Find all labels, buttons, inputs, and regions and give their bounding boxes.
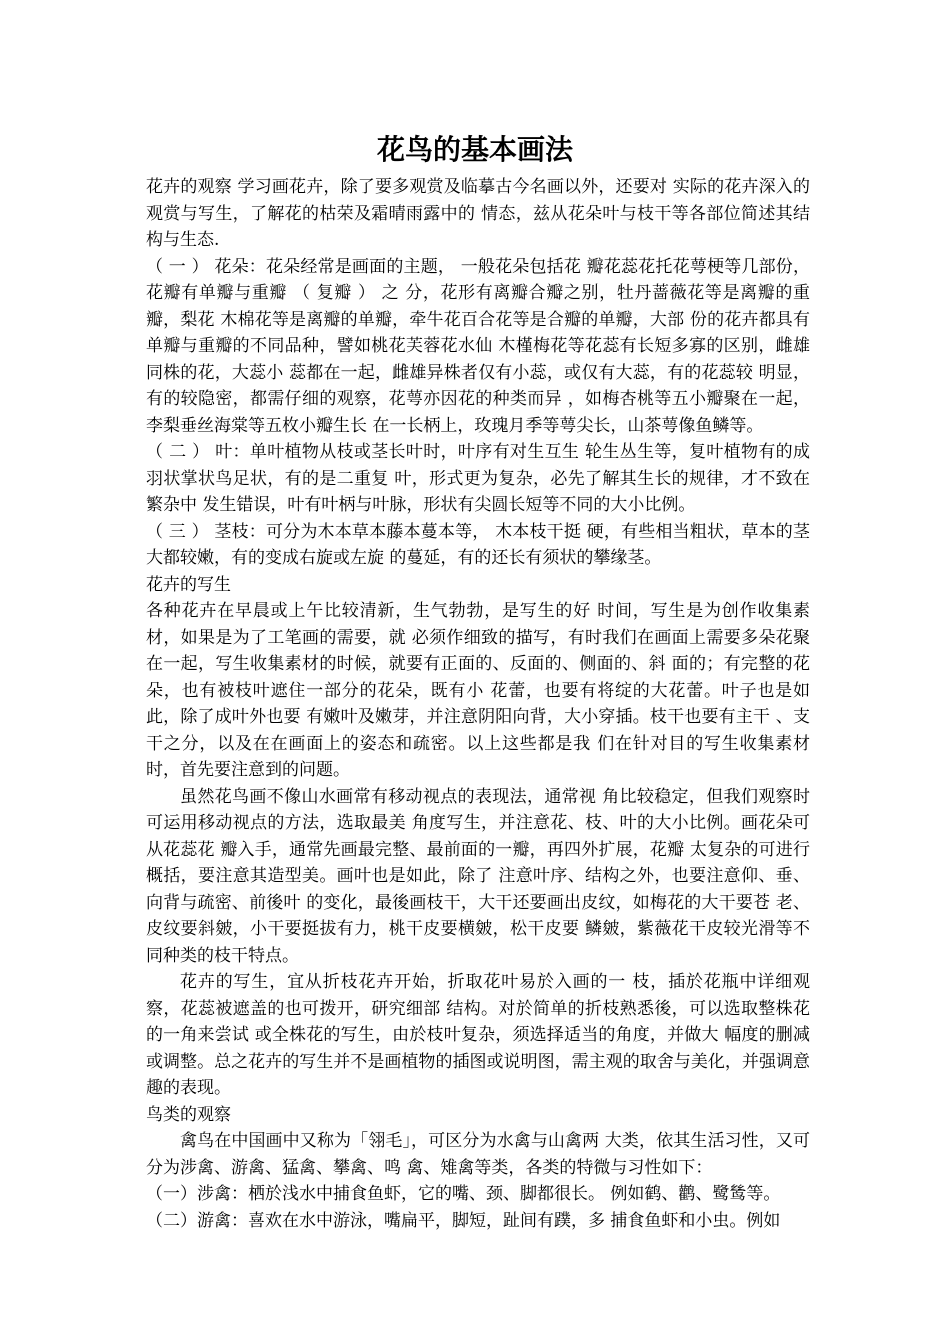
paragraph-cut-branch: 花卉的写生，宜从折枝花卉开始，折取花叶易於入画的一 枝，插於花瓶中详细观察，花蕊被遮盖的也可拨开，研究细部 结构。对於简单的折枝熟悉後，可以选取整株花的一角来尝试 或全株花的写生，由於枝叶复杂，须选择适当的角度，并做大 幅度的删减或调整。总之花卉的写生并不是画植物的插图或说明图，需主观的取舍与美化，并强调意趣的表现。 [146, 972, 810, 1098]
paragraph-sketching-time: 各种花卉在早晨或上午比较清新，生气勃勃，是写生的好 时间，写生是为创作收集素材，如果是为了工笔画的需要，就 必须作细致的描写，有时我们在画面上需要多朵花聚在一起，写生收集素材的时候，就要有正面的、反面的、侧面的、斜 面的；有完整的花朵，也有被枝叶遮住一部分的花朵，既有小 花蕾，也要有将绽的大花蕾。叶子也是如此，除了成叶外也要 有嫩叶及嫩芽，并注意阴阳向背，大小穿插。枝干也要有主干 、支干之分，以及在在画面上的姿态和疏密。以上这些都是我 们在针对目的写生收集素材时，首先要注意到的问题。 [146, 601, 810, 780]
paragraph-bird-categories: 禽鸟在中国画中又称为「翎毛」，可区分为水禽与山禽两 大类，依其生活习性，又可分为涉禽、游禽、猛禽、攀禽、鸣 禽、雉禽等类，各类的特微与习性如下： [146, 1131, 810, 1178]
paragraph-viewpoint: 虽然花鸟画不像山水画常有移动视点的表现法，通常视 角比较稳定，但我们观察时可运用移动视点的方法，选取最美 角度写生，并注意花、枝、叶的大小比例。画花朵可从花蕊花 瓣入手，通常先画最完整、最前面的一瓣，再四外扩展，花瓣 太复杂的可进行概括，要注意其造型美。画叶也是如此，除了 注意叶序、结构之外，也要注意仰、垂、向背与疏密、前後叶 的变化，最後画枝干，大干还要画出皮纹，如梅花的大干要苍 老、皮纹要斜皴，小干要挺拔有力，桃干皮要横皴，松干皮要 鳞皴，紫薇花干皮较光滑等不同种类的枝干特点。 [146, 786, 810, 966]
page-title: 花鸟的基本画法 [376, 133, 573, 166]
section-heading-flower-sketching: 花卉的写生 [146, 574, 231, 595]
section-heading-bird-observation: 鸟类的观察 [146, 1104, 231, 1125]
paragraph-intro: 花卉的观察 学习画花卉，除了要多观赏及临摹古今名画以外，还要对 实际的花卉深入的观赏与写生，了解花的枯荣及霜晴雨露中的 情态，兹从花朵叶与枝干等各部位简述其结构与生态. [146, 177, 810, 250]
paragraph-flowers: （ 一 ） 花朵：花朵经常是画面的主题， 一般花朵包括花 瓣花蕊花托花萼梗等几部份，花瓣有单瓣与重瓣 （ 复瓣 ） 之 分，花形有离瓣合瓣之别，牡丹蔷薇花等是离瓣的重瓣，梨花 木棉花等是离瓣的单瓣，牵牛花百合花等是合瓣的单瓣，大部 份的花卉都具有单瓣与重瓣的不同品种，譬如桃花芙蓉花水仙 木槿梅花等花蕊有长短多寡的区别，雌雄同株的花，大蕊小 蕊都在一起，雌雄异株者仅有小蕊，或仅有大蕊，有的花蕊较 明显，有的较隐密，都需仔细的观察，花萼亦因花的种类而异 ，如梅杏桃等五小瓣聚在一起，李梨垂丝海棠等五枚小瓣生长 在一长柄上，玫瑰月季等萼尖长，山茶萼像鱼鳞等。 [146, 256, 810, 436]
document-body [146, 174, 810, 1234]
paragraph-leaves: （ 二 ） 叶：单叶植物从枝或茎长叶时，叶序有对生互生 轮生丛生等，复叶植物有的成羽状掌状鸟足状，有的是二重复 叶，形式更为复杂，必先了解其生长的规律，才不致在繁杂中 发生错误，叶有叶柄与叶脉，形状有尖圆长短等不同的大小比例。 [146, 442, 810, 515]
paragraph-swimming-birds: （二）游禽：喜欢在水中游泳，嘴扁平，脚短，趾间有蹼，多 捕食鱼虾和小虫。例如 [146, 1210, 781, 1231]
paragraph-wading-birds: （一）涉禽：栖於浅水中捕食鱼虾，它的嘴、颈、脚都很长。 例如鹤、鹳、鹭鸶等。 [146, 1184, 781, 1204]
paragraph-stems: （ 三 ） 茎枝：可分为木本草本藤本蔓本等， 木本枝干挺 硬，有些相当粗状，草本的茎大都较嫩，有的变成右旋或左旋 的蔓延，有的还长有须状的攀缘茎。 [146, 521, 810, 568]
